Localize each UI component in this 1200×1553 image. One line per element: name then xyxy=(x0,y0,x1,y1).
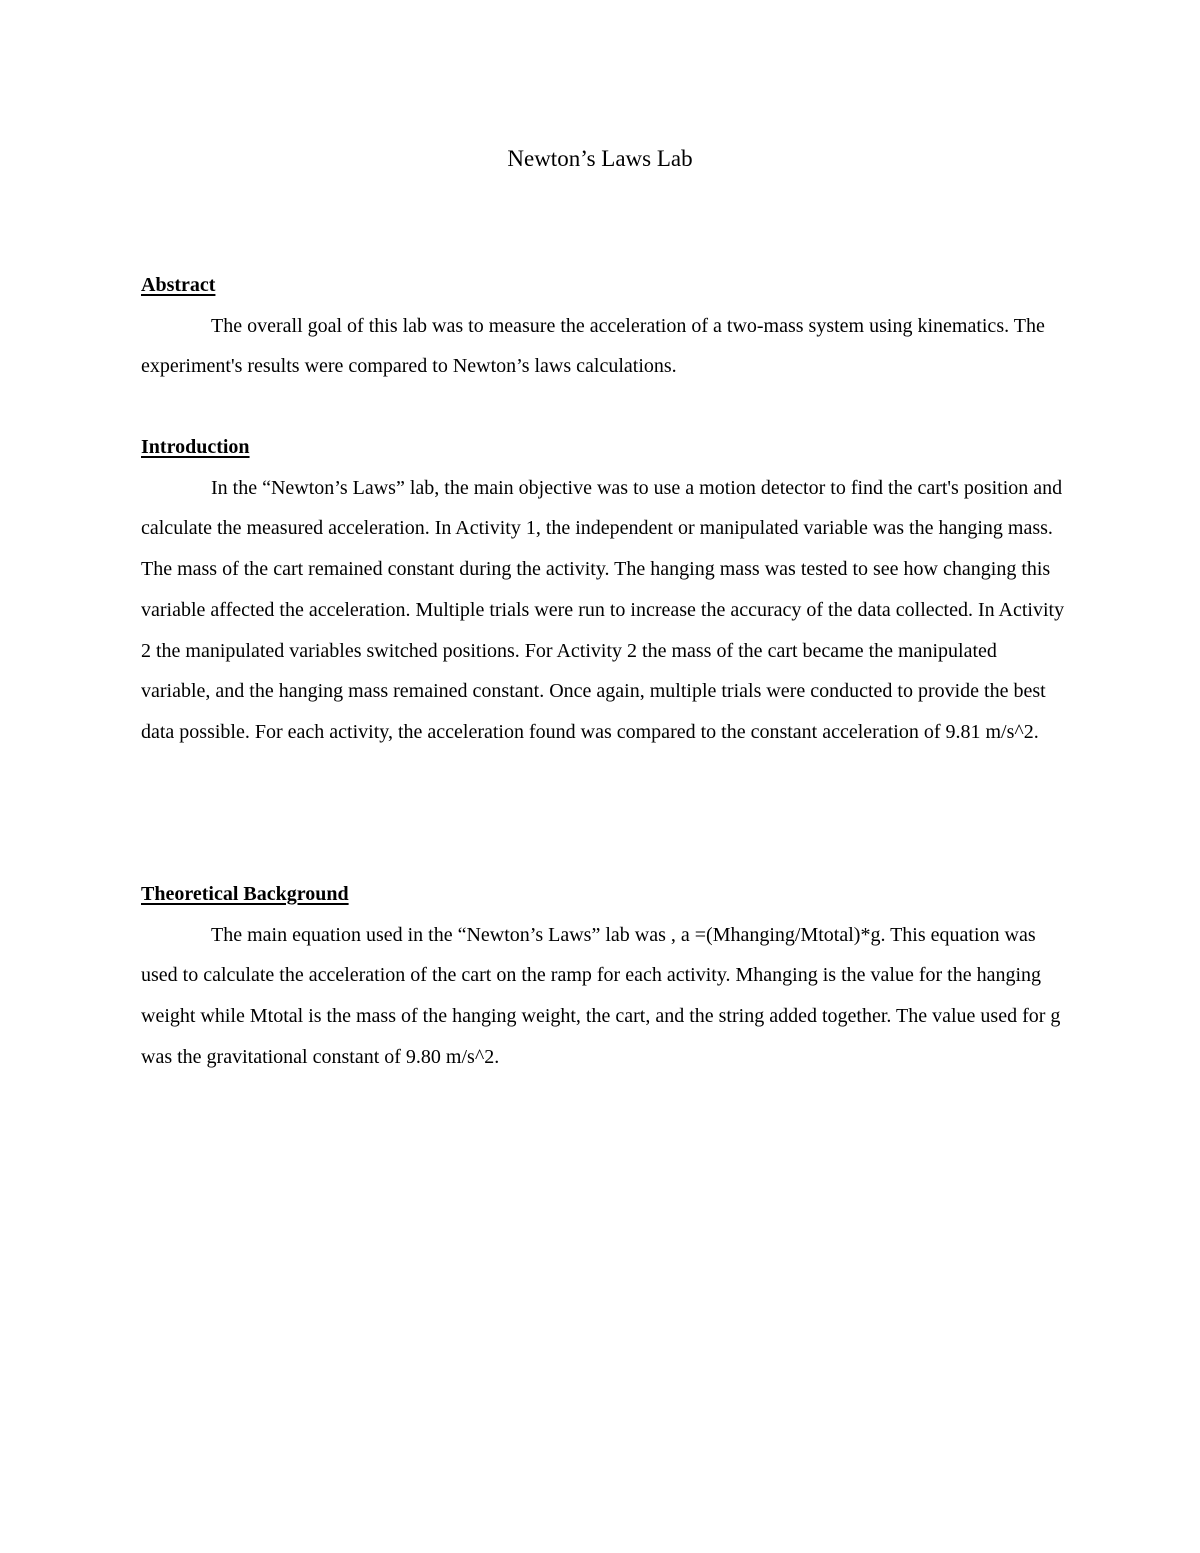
abstract-heading: Abstract xyxy=(141,274,216,296)
document-title: Newton’s Laws Lab xyxy=(507,146,693,171)
abstract-paragraph: The overall goal of this lab was to measure the acceleration of a two-mass system using kinematics. The experiment's results were compared to Newton’s laws calculations. xyxy=(141,314,1045,378)
introduction-heading: Introduction xyxy=(141,436,250,458)
abstract-section xyxy=(141,265,1071,387)
theoretical-background-section xyxy=(141,874,1071,1078)
theoretical-background-paragraph: The main equation used in the “Newton’s Laws” lab was , a =(Mhanging/Mtotal)*g. This equation was used to calculate the acceleration of the cart on the ramp for each activity. Mhanging is the value for the hanging weight while Mtotal is the mass of the hanging weight, the cart, and the string added together. The value used for g was the gravitational constant of 9.80 m/s^2. xyxy=(141,923,1061,1068)
theoretical-background-heading: Theoretical Background xyxy=(141,883,349,905)
introduction-paragraph: In the “Newton’s Laws” lab, the main objective was to use a motion detector to find the cart's position and calculate the measured acceleration. In Activity 1, the independent or manipulated variable was the hanging mass. The mass of the cart remained constant during the activity. The hanging mass was tested to see how changing this variable affected the acceleration. Multiple trials were run to increase the accuracy of the data collected. In Activity 2 the manipulated variables switched positions. For Activity 2 the mass of the cart became the manipulated variable, and the hanging mass remained constant. Once again, multiple trials were conducted to provide the best data possible. For each activity, the acceleration found was compared to the constant acceleration of 9.81 m/s^2. xyxy=(141,476,1065,743)
introduction-section xyxy=(141,427,1071,753)
